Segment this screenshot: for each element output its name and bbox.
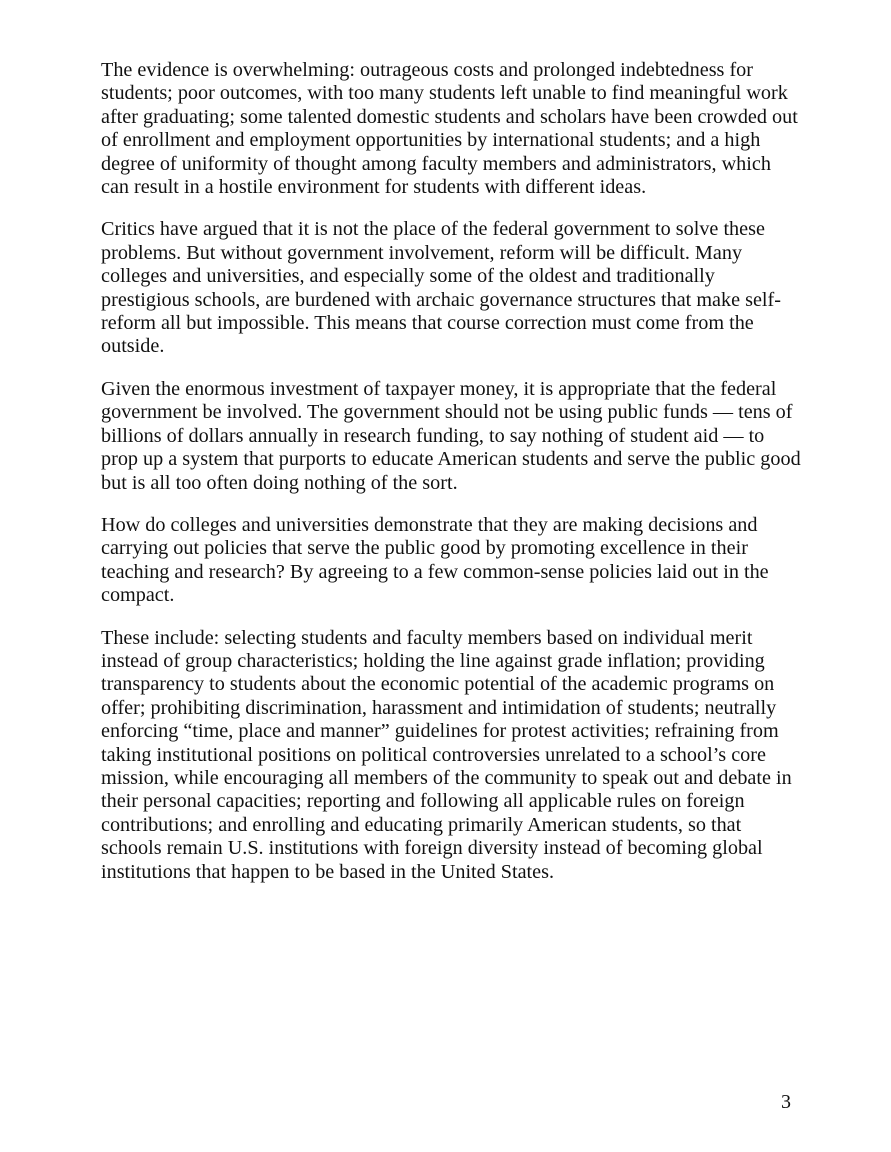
document-body (101, 59, 801, 903)
page-number: 3 (781, 1091, 791, 1113)
paragraph-public-good: How do colleges and universities demonstrate that they are making decisions and carrying out policies that serve the public good by promoting excellence in their teaching and research? By agreeing to a few common-sense policies laid out in the compact. (101, 513, 769, 607)
paragraph-evidence: The evidence is overwhelming: outrageous costs and prolonged indebtedness for students; poor outcomes, with too many students left unable to find meaningful work after graduating; some talented domestic students and scholars have been crowded out of enrollment and employment opportunities by international students; and a high degree of uniformity of thought among faculty members and administrators, which can result in a hostile environment for students with different ideas. (101, 59, 798, 199)
paragraph-policies: These include: selecting students and faculty members based on individual merit instead of group characteristics; holding the line against grade inflation; providing transparency to students about the economic potential of the academic programs on offer; prohibiting discrimination, harassment and intimidation of students; neutrally enforcing “time, place and manner” guidelines for protest activities; refraining from taking institutional positions on political controversies unrelated to a school’s core mission, while encouraging all members of the community to speak out and debate in their personal capacities; reporting and following all applicable rules on foreign contributions; and enrolling and educating primarily American students, so that schools remain U.S. institutions with foreign diversity instead of becoming global institutions that happen to be based in the United States. (101, 626, 792, 883)
paragraph-taxpayer-money: Given the enormous investment of taxpayer money, it is appropriate that the federal government be involved. The government should not be using public funds — tens of billions of dollars annually in research funding, to say nothing of student aid — to prop up a system that purports to educate American students and serve the public good but is all too often doing nothing of the sort. (101, 377, 801, 494)
paragraph-critics: Critics have argued that it is not the place of the federal government to solve these problems. But without government involvement, reform will be difficult. Many colleges and universities, and especially some of the oldest and traditionally prestigious schools, are burdened with archaic governance structures that make self-reform all but impossible. This means that course correction must come from the outside. (101, 218, 781, 358)
